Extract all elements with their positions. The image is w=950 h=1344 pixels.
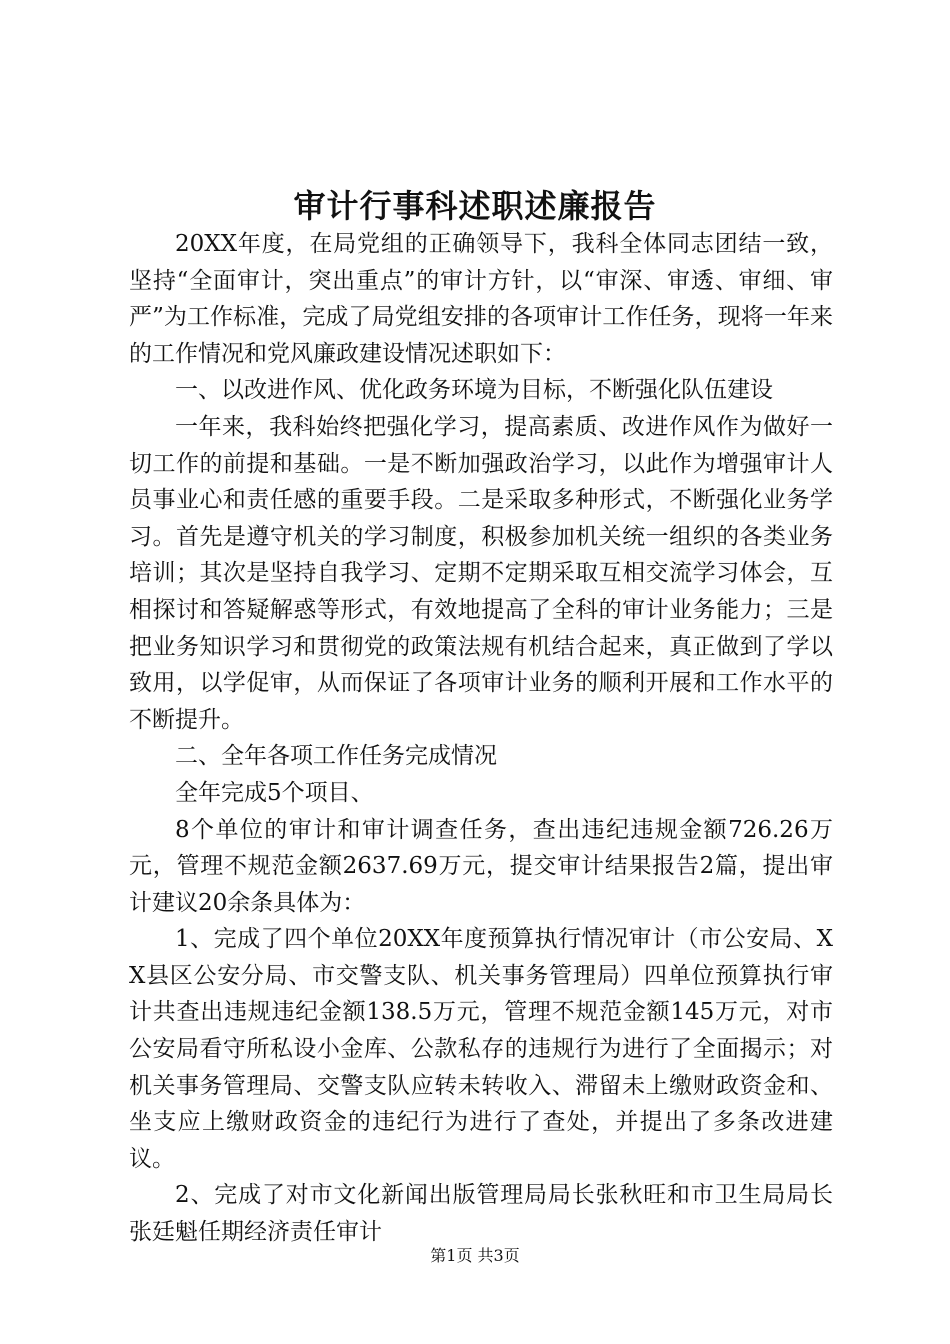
paragraph-intro: 20XX年度，在局党组的正确领导下，我科全体同志团结一致，坚持“全面审计，突出重点”的审计方针，以“审深、审透、审细、审严”为工作标准，完成了局党组安排的各项审计工作任务，现将一年来的工作情况和党风廉政建设情况述职如下：	[129, 231, 833, 367]
document-title: 审计行事科述职述廉报告	[293, 187, 657, 225]
section-heading-1: 一、以改进作风、优化政务环境为目标，不断强化队伍建设	[175, 377, 773, 404]
paragraph-projects: 全年完成5个项目、	[175, 779, 374, 806]
page-number-footer: 第1页 共3页	[430, 1246, 520, 1265]
paragraph-audit-results: 8个单位的审计和审计调查任务，查出违纪违规金额726.26万元，管理不规范金额2637.69万元，提交审计结果报告2篇，提出审计建议20余条具体为：	[129, 816, 833, 916]
paragraph-item-2: 2、完成了对市文化新闻出版管理局局长张秋旺和市卫生局局长张廷魁任期经济责任审计	[129, 1182, 833, 1246]
section-heading-2: 二、全年各项工作任务完成情况	[175, 743, 497, 770]
paragraph-item-1: 1、完成了四个单位20XX年度预算执行情况审计（市公安局、XX县区公安分局、市交警支队、机关事务管理局）四单位预算执行审计共查出违规违纪金额138.5万元，管理不规范金额145万元，对市公安局看守所私设小金库、公款私存的违规行为进行了全面揭示；对机关事务管理局、交警支队应转未转收入、滞留未上缴财政资金和、坐支应上缴财政资金的违纪行为进行了查处，并提出了多条改进建议。	[129, 926, 833, 1172]
document-body	[129, 226, 833, 1251]
paragraph-study: 一年来，我科始终把强化学习，提高素质、改进作风作为做好一切工作的前提和基础。一是不断加强政治学习，以此作为增强审计人员事业心和责任感的重要手段。二是采取多种形式，不断强化业务学习。首先是遵守机关的学习制度，积极参加机关统一组织的各类业务培训；其次是坚持自我学习、定期不定期采取互相交流学习体会，互相探讨和答疑解惑等形式，有效地提高了全科的审计业务能力；三是把业务知识学习和贯彻党的政策法规有机结合起来，真正做到了学以致用，以学促审，从而保证了各项审计业务的顺利开展和工作水平的不断提升。	[129, 413, 833, 733]
